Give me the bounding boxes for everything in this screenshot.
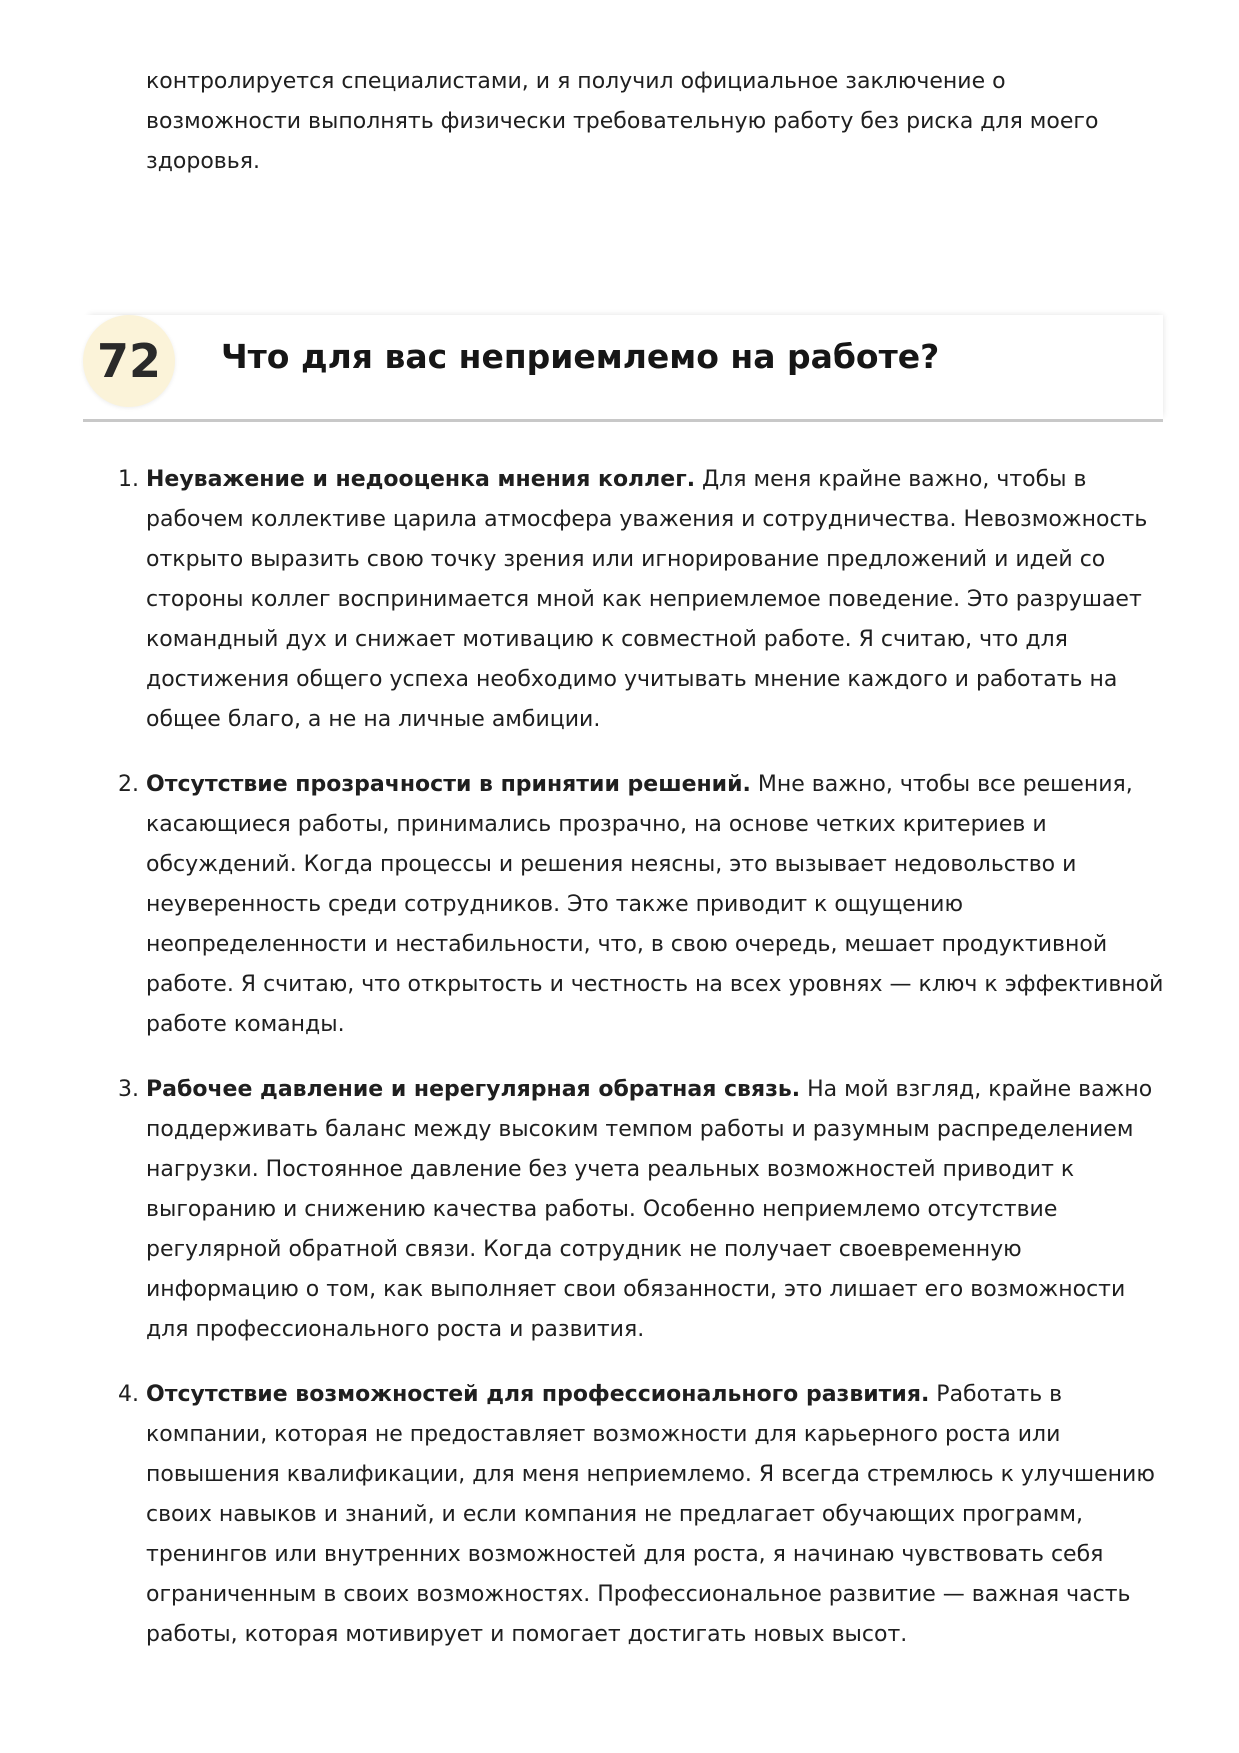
- answer-lead: Отсутствие возможностей для профессионального развития.: [146, 1382, 930, 1407]
- answer-text: Мне важно, чтобы все решения, касающиеся работы, принимались прозрачно, на основе четких критериев и обсуждений. Когда процессы и решения неясны, это вызывает недовольство и неуверенность среди сотрудников. Это также приводит к ощущению неопределенности и нестабильности, что, в свою очередь, мешает продуктивной работе. Я считаю, что открытость и честность на всех уровнях — ключ к эффективной работе команды.: [146, 772, 1164, 1037]
- answer-text: Работать в компании, которая не предоставляет возможности для карьерного роста или повышения квалификации, для меня неприемлемо. Я всегда стремлюсь к улучшению своих навыков и знаний, и если компания не предлагает обучающих программ, тренингов или внутренних возможностей для роста, я начинаю чувствовать себя ограниченным в своих возможностях. Профессиональное развитие — важная часть работы, которая мотивирует и помогает достигать новых высот.: [146, 1382, 1155, 1647]
- answer-number: 1.: [118, 467, 139, 492]
- answer-item: [118, 1375, 1166, 1655]
- answer-item: [118, 460, 1166, 740]
- answer-number: 4.: [118, 1382, 139, 1407]
- question-number-badge: 72: [83, 315, 175, 407]
- answer-number: 2.: [118, 772, 139, 797]
- answer-lead: Неуважение и недооценка мнения коллег.: [146, 467, 696, 492]
- answer-item: [118, 765, 1166, 1045]
- intro-paragraph: контролируется специалистами, и я получил официальное заключение о возможности выполнять физически требовательную работу без риска для моего здоровья.: [146, 69, 1099, 174]
- answer-list: [118, 460, 1166, 1680]
- answer-text: Для меня крайне важно, чтобы в рабочем коллективе царила атмосфера уважения и сотрудничества. Невозможность открыто выразить свою точку зрения или игнорирование предложений и идей со стороны коллег воспринимается мной как неприемлемое поведение. Это разрушает командный дух и снижает мотивацию к совместной работе. Я считаю, что для достижения общего успеха необходимо учитывать мнение каждого и работать на общее благо, а не на личные амбиции.: [146, 467, 1148, 732]
- answer-number: 3.: [118, 1077, 139, 1102]
- answer-lead: Отсутствие прозрачности в принятии решений.: [146, 772, 751, 797]
- answer-item: [118, 1070, 1166, 1350]
- question-title: Что для вас неприемлемо на работе?: [221, 337, 940, 376]
- question-header: [83, 315, 1163, 422]
- answer-lead: Рабочее давление и нерегулярная обратная связь.: [146, 1077, 801, 1102]
- answer-text: На мой взгляд, крайне важно поддерживать баланс между высоким темпом работы и разумным распределением нагрузки. Постоянное давление без учета реальных возможностей приводит к выгоранию и снижению качества работы. Особенно неприемлемо отсутствие регулярной обратной связи. Когда сотрудник не получает своевременную информацию о том, как выполняет свои обязанности, это лишает его возможности для профессионального роста и развития.: [146, 1077, 1153, 1342]
